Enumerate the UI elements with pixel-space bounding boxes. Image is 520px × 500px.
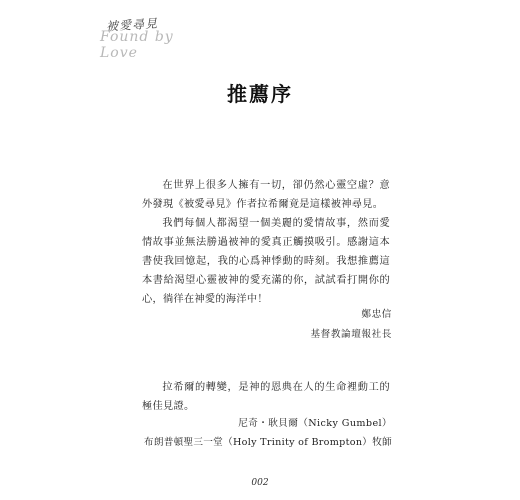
paragraph-1: 在世界上很多人擁有一切，卻仍然心靈空虛？意外發現《被愛尋見》作者拉希爾竟是這樣被神尋見。 xyxy=(142,180,390,210)
paragraph-2: 我們每個人都渴望一個美麗的愛情故事，然而愛情故事並無法勝過被神的愛真正觸摸吸引。感謝這本書使我回憶起，我的心爲神悸動的時刻。我想推薦這本書給渴望心靈被神的愛充滿的你，試試看打開你的心，徜徉在神愛的海洋中！ xyxy=(142,218,390,305)
logo-chinese-text: 被愛尋見 xyxy=(105,16,159,34)
logo-english-text: Found by Love xyxy=(100,29,174,61)
signature-1-title: 基督教論壇報社長 xyxy=(310,329,392,340)
signature-2-title: 布朗普頓聖三一堂（Holy Trinity of Brompton）牧師 xyxy=(143,437,392,448)
signature-2-name: 尼奇・耿貝爾（Nicky Gumbel） xyxy=(238,418,392,429)
paragraph-3: 拉希爾的轉變，是神的恩典在人的生命裡動工的極佳見證。 xyxy=(142,382,390,412)
page-number: 002 xyxy=(251,478,269,488)
logo xyxy=(94,16,214,61)
page-title: 推薦序 xyxy=(227,82,293,106)
signature-1-name: 鄭忠信 xyxy=(361,309,392,320)
